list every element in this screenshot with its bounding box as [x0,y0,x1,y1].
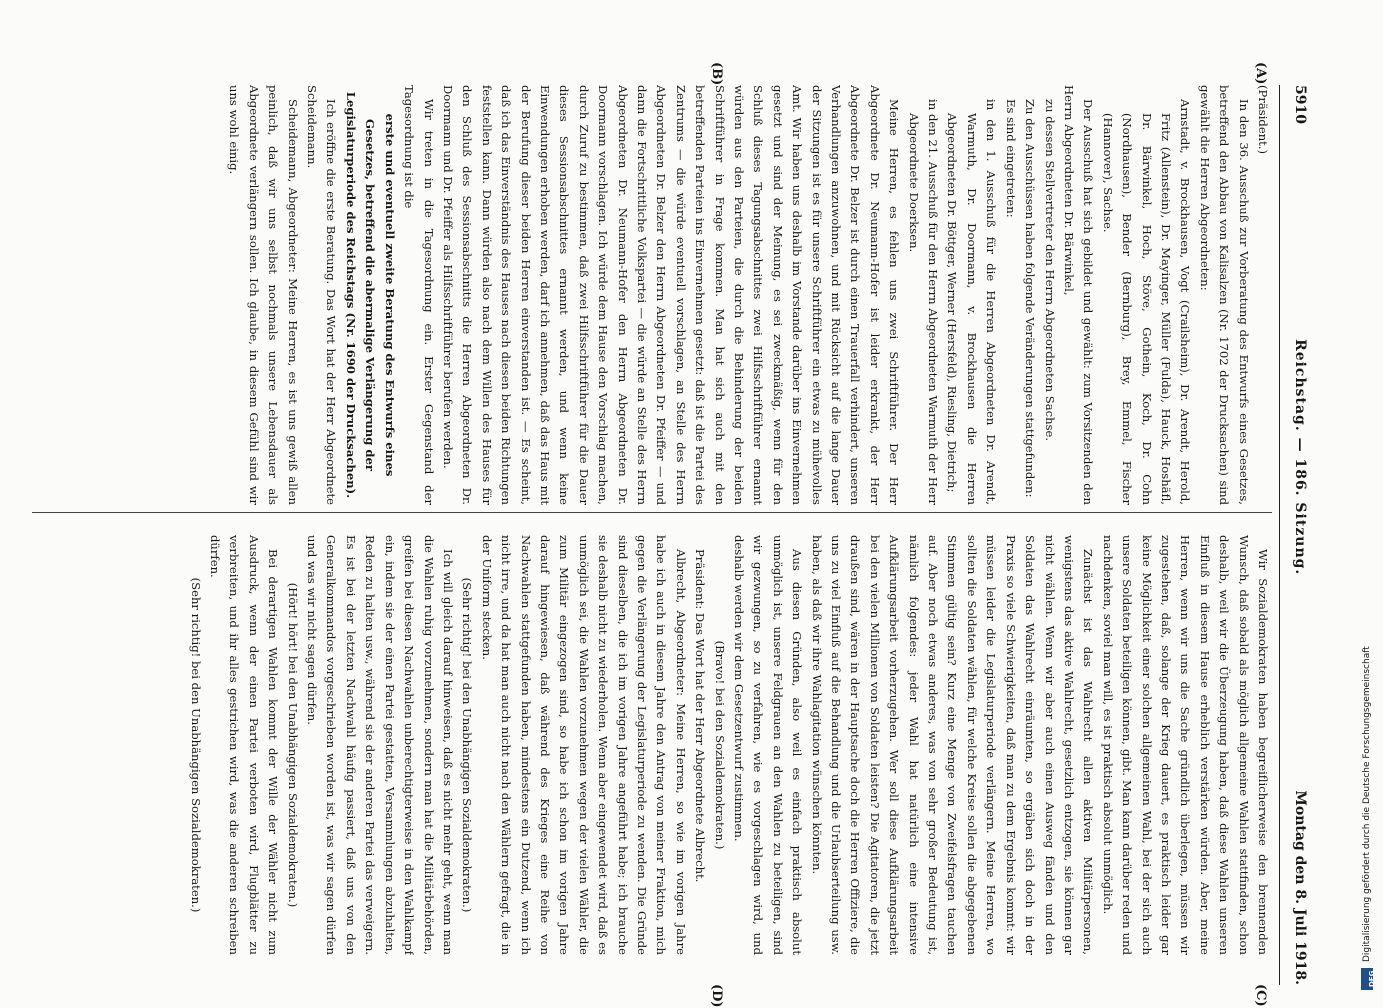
margin-marker-c: (C) [1253,984,1268,1007]
dfg-logo: DFG [1361,968,1373,990]
paragraph: Zunächst ist das Wahlrecht allen aktiven Militärpersonen, wenigstens das aktive Wahlrecht, gesetzlich entzogen, sie können gar nicht wählen. Wenn wir aber auch einen Ausweg fänden und den Soldaten das Wahlrecht einräumten, so ergäben sich doch in der Praxis so viele Schwierigkeiten, daß man zu dem Ergebnis kommt: wir müssen leider die Legislaturperiode verlängern. Meine Herren, wo sollten die Soldaten wählen, für welche Kreise sollen die abgegebenen Stimmen gültig sein? Kurz eine Menge von Zweifelsfragen tauchen auf. Aber noch etwas anderes, was von sehr großer Bedeutung ist, nämlich folgendes: jeder Wahl hat natürlich eine intensive Aufklärungsarbeit vorherzugehen. Wer soll diese Aufklärungsarbeit bei den vielen Millionen von Soldaten leisten? Die Agitatoren, die jetzt draußen sind, wären in der Hauptsache doch die Herren Offiziere, die uns zu viel Einfluß auf die Behandlung und die Urlaubserteilung usw. haben, als daß wir ihre Wahlagitation wünschen könnten. [809,535,1096,955]
paragraph: (Präsident.) [1256,85,1270,155]
speech-albrecht: Albrecht, Abgeordneter: Meine Herren, so wie im vorigen Jahre habe ich auch in diesem Jahre den Antrag von meiner Fraktion, mich gegen die Verlängerung der Legislaturperiode zu wenden. Die Gründe sind dieselben, die ich im vorigen Jahre angeführt habe; ich brauche sie deshalb nicht zu wiederholen. Wenn aber eingewendet wird, daß es unmöglich sei, die Wahlen vorzunehmen wegen der vielen Wähler, die zum Militär eingezogen sind, so habe ich schon im vorigen Jahre darauf hingewiesen, daß während des Krieges eine Reihe von Nachwahlen stattgefunden haben, mindestens ein Dutzend, wenn ich nicht irre, und da hat man auch nicht nach den Wählern gefragt, die in der Uniform stecken. [479,535,688,955]
right-column [24,535,1272,955]
speech-scheidemann: Scheidemann, Abgeordneter: Meine Herren, es ist uns gewiß allen peinlich, daß wir uns selbst nochmals unsere Lebensdauer als Abgeordnete verlängern sollen. Ich glaube, in diesem Gefühl sind wir uns wohl einig. [227,85,300,505]
interjection: (Hört! hört! bei den Unabhängigen Sozialdemokraten.) [285,582,300,908]
digitization-credit [1357,230,1377,990]
paragraph: Zu den Ausschüssen haben folgende Veränderungen stattgefunden: [1023,99,1038,498]
interjection: (Sehr richtig! bei den Unabhängigen Sozialdemokraten.) [460,577,475,913]
paragraph: Es sind eingetreten: [1003,99,1018,218]
paragraph: Bei derartigen Wahlen kommt der Wille der Wähler nicht zum Ausdruck, wenn der einen Partei verboten wird, Flugblätter zu verbreiten, und ihr alles gestrichen wird, was die anderen schreiben dürfen. [208,535,281,955]
page-date: Montag den 8. Juli 1918. [1292,790,1308,985]
paragraph: Ich will gleich darauf hinweisen, daß es nicht mehr geht, wenn man die Wahlen ruhig vorzunehmen, sondern man hat die Militärbehörden, greifen bei diesen Nachwahlen unberechtigterweise in den Wahlkampf ein, indem sie der einen Partei gestatten, Versammlungen abzuhalten, Reden zu halten usw., während sie der anderen Partei das verweigern. Es ist bei der letzten Nachwahl häufig passiert, daß uns von den Generalkommandos vorgeschrieben worden ist, was wir sagen dürfen und was wir nicht sagen dürfen. [305,535,455,955]
column-divider [32,512,1272,513]
paragraph: Meine Herren, es fehlen uns zwei Schriftführer. Der Herr Abgeordnete Dr. Neumann-Hofer ist leider erkrankt, der Herr Abgeordnete Dr. Belzer ist durch einen Trauerfall verhindert, unseren Verhandlungen anzuwohnen, und mit Rücksicht auf die lange Dauer der Sitzungen ist es für unsere Schriftführer ein etwas zu mühevolles Amt. Wir haben uns deshalb im Vorstande darüber ins Einvernehmen gesetzt und sind der Meinung, es sei zweckmäßig, wenn für den Schluß dieses Tagungsabschnittes zwei Hilfsschriftführer ernannt würden aus den Parteien, die durch die Behinderung der beiden Schriftführer in Frage kommen. Man hat sich auch mit den betreffenden Parteien ins Einvernehmen gesetzt: daß ist die Partei des Zentrums — die würde eventuell vorschlagen, an Stelle des Herrn Abgeordneten Dr. Belzer den Herrn Abgeordneten Dr. Pfeiffer — und dann die Fortschrittliche Volkspartei — die würde an Stelle des Herrn Abgeordneten Dr. Neumann-Hofer den Herrn Abgeordneten Dr. Doormann vorschlagen. Ich würde dem Hause den Vorschlag machen, durch Zuruf zu bestimmen, daß zwei Hilfsschriftführer für die Dauer dieses Sessionsabschnittes ernannt werden, und wenn keine Einwendungen erhoben werden, darf ich annehmen, daß das Haus mit der Berufung dieser beiden Herren einverstanden ist. — Es scheint, daß ich das Einverständnis des Hauses nach diesen beiden Richtungen feststellen kann. Dann würden also nach dem Willen des Hauses für den Schluß des Sessionsabschnitts die Herren Abgeordneten Dr. Doormann und Dr. Pfeiffer als Hilfsschriftführer berufen werden. [440,85,902,505]
paragraph: In den 36. Ausschuß zur Vorberatung des Entwurfs eines Gesetzes, betreffend den Abbau von Kalisalzen (Nr. 1702 der Drucksachen) sind gewählt die Herren Abgeordneten: [1197,85,1251,505]
credit-text: Digitalisierung gefördert durch die Deutsche Forschungsgemeinschaft [1362,646,1372,962]
paragraph: Wir Sozialdemokraten haben begreiflicherweise den brennenden Wunsch, daß sobald als möglich allgemeine Wahlen stattfinden, schon deshalb, weil wir die Überzeugung haben, daß diese Wahlen unseren Einfluß in diesem Hause erheblich verstärken würden. Aber, meine Herren, wenn wir uns die Sache gründlich überlegen, müssen wir zugestehen, daß, solange der Krieg dauert, es praktisch leider gar keine Möglichkeit einer solchen allgemeinen Wahl, bei der sich auch unsere Soldaten beteiligen können, gibt. Man kann darüber reden und nachdenken, soviel man will, es ist praktisch absolut unmöglich. [1100,535,1270,955]
left-column [24,85,1272,505]
paragraph: in den 1. Ausschuß für die Herren Abgeordneten Dr. Arendt, Warmuth, Dr. Doormann, v. Brockhausen die Herren Abgeordneten Dr. Böttger, Werner (Hersfeld), Riesling, Dietrich; [945,99,999,505]
paragraph: zu dessen Stellvertreter den Herrn Abgeordneten Sachse. [1042,99,1057,442]
member-list: Arnstadt, v. Brockhausen, Vogt (Crailsheim), Dr. Arendt, Herold, Fritz (Allenstein), Dr. Mayinger, Müller (Fulda), Hauck, Hoshäfl, Dr. Bärwinkel, Hoch, Stöve, Gothein, Koch, Dr. Cohn (Nordhausen), Bender (Bernburg), Brey, Emmel, Fischer (Hannover), Sachse. [1100,99,1193,505]
page-header [1279,85,1320,985]
paragraph: Ich eröffne die erste Beratung. Das Wort hat der Herr Abgeordnete Scheidemann. [305,85,339,505]
paragraph: Präsident: Das Wort hat der Herr Abgeordnete Albrecht. [693,549,708,883]
page-title: Reichstag. — 186. Sitzung. [1292,339,1308,576]
margin-marker-d: (D) [709,984,724,1008]
agenda-item: erste und eventuell zweite Beratung des Entwurfs eines Gesetzes, betreffend die abermalige Verlängerung der Legislaturperiode des Reichstags (Nr. 1690 der Drucksachen). [343,91,397,499]
page-number: 5910 [1292,85,1308,124]
paragraph: Aus diesen Gründen, also weil es einfach praktisch absolut unmöglich ist, unsere Feldgrauen an den Wahlen zu beteiligen, sind wir gezwungen, so zu verfahren, wie es vorgeschlagen wird, und deshalb werden wir dem Gesetzentwurf zustimmen. [732,535,805,955]
interjection: (Bravo! bei den Sozialdemokraten.) [712,640,727,850]
margin-marker-a: (A) [1253,62,1268,85]
paragraph: Der Ausschuß hat sich gebildet und gewählt: zum Vorsitzenden den Herrn Abgeordneten Dr. Bärwinkel, [1061,85,1096,505]
margin-marker-b: (B) [709,62,724,86]
paragraph: Wir treten in die Tagesordnung ein. Erster Gegenstand der Tagesordnung ist die [402,85,436,505]
paragraph: in den 21. Ausschuß für den Herrn Abgeordneten Warmuth der Herr Abgeordnete Doerksen. [906,99,941,505]
interjection: (Sehr richtig! bei den Unabhängigen Sozialdemokraten.) [188,577,203,913]
